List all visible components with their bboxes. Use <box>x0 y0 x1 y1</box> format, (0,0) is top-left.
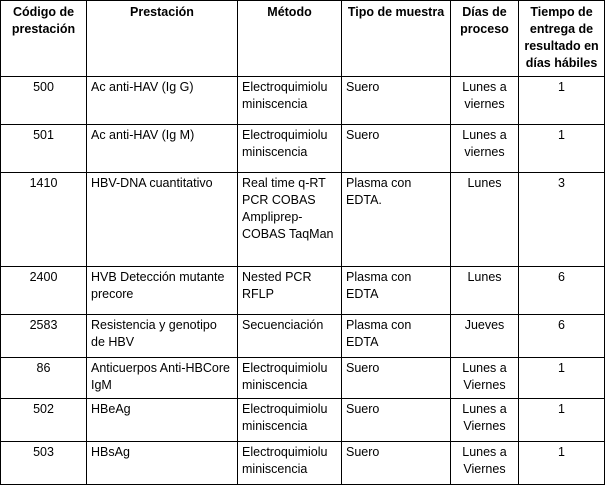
table-row <box>1 315 605 358</box>
table-row <box>1 173 605 267</box>
table-row <box>1 358 605 399</box>
cell-metodo: Real time q-RT PCR COBAS Ampliprep-COBAS TaqMan <box>238 173 342 267</box>
cell-prestacion: Ac anti-HAV (Ig M) <box>87 125 238 173</box>
cell-tiempo-entrega: 1 <box>519 442 605 485</box>
cell-tipo-muestra: Plasma con EDTA <box>342 267 451 315</box>
cell-tipo-muestra: Suero <box>342 125 451 173</box>
cell-prestacion: Anticuerpos Anti-HBCore IgM <box>87 358 238 399</box>
cell-tiempo-entrega: 1 <box>519 358 605 399</box>
cell-codigo: 503 <box>1 442 87 485</box>
header-tipo-muestra: Tipo de muestra <box>342 1 451 77</box>
cell-prestacion: HVB Detección mutante precore <box>87 267 238 315</box>
cell-dias-proceso: Jueves <box>451 315 519 358</box>
cell-dias-proceso: Lunes <box>451 267 519 315</box>
cell-tiempo-entrega: 6 <box>519 267 605 315</box>
cell-tiempo-entrega: 3 <box>519 173 605 267</box>
cell-metodo: Electroquimioluminiscencia <box>238 77 342 125</box>
cell-codigo: 501 <box>1 125 87 173</box>
cell-codigo: 502 <box>1 399 87 442</box>
cell-tiempo-entrega: 1 <box>519 399 605 442</box>
header-codigo: Código de prestación <box>1 1 87 77</box>
cell-prestacion: HBeAg <box>87 399 238 442</box>
header-prestacion: Prestación <box>87 1 238 77</box>
cell-prestacion: HBV-DNA cuantitativo <box>87 173 238 267</box>
cell-prestacion: HBsAg <box>87 442 238 485</box>
cell-tiempo-entrega: 1 <box>519 125 605 173</box>
cell-tiempo-entrega: 1 <box>519 77 605 125</box>
cell-tipo-muestra: Suero <box>342 442 451 485</box>
cell-dias-proceso: Lunes <box>451 173 519 267</box>
cell-metodo: Electroquimioluminiscencia <box>238 125 342 173</box>
cell-tiempo-entrega: 6 <box>519 315 605 358</box>
cell-dias-proceso: Lunes a Viernes <box>451 358 519 399</box>
header-metodo: Método <box>238 1 342 77</box>
cell-prestacion: Resistencia y genotipo de HBV <box>87 315 238 358</box>
cell-codigo: 1410 <box>1 173 87 267</box>
cell-metodo: Secuenciación <box>238 315 342 358</box>
cell-metodo: Electroquimioluminiscencia <box>238 399 342 442</box>
header-tiempo-entrega: Tiempo de entrega de resultado en días hábiles <box>519 1 605 77</box>
cell-tipo-muestra: Suero <box>342 399 451 442</box>
cell-tipo-muestra: Plasma con EDTA <box>342 315 451 358</box>
cell-tipo-muestra: Plasma con EDTA. <box>342 173 451 267</box>
cell-tipo-muestra: Suero <box>342 77 451 125</box>
cell-codigo: 2583 <box>1 315 87 358</box>
header-row <box>1 1 605 77</box>
cell-metodo: Nested PCR RFLP <box>238 267 342 315</box>
table-row <box>1 77 605 125</box>
cell-codigo: 86 <box>1 358 87 399</box>
cell-tipo-muestra: Suero <box>342 358 451 399</box>
cell-codigo: 500 <box>1 77 87 125</box>
table-row <box>1 125 605 173</box>
cell-metodo: Electroquimioluminiscencia <box>238 358 342 399</box>
table-row <box>1 399 605 442</box>
header-dias-proceso: Días de proceso <box>451 1 519 77</box>
cell-dias-proceso: Lunes a viernes <box>451 77 519 125</box>
cell-prestacion: Ac anti-HAV (Ig G) <box>87 77 238 125</box>
cell-dias-proceso: Lunes a viernes <box>451 125 519 173</box>
table-row <box>1 442 605 485</box>
cell-metodo: Electroquimioluminiscencia <box>238 442 342 485</box>
cell-dias-proceso: Lunes a Viernes <box>451 442 519 485</box>
cell-dias-proceso: Lunes a Viernes <box>451 399 519 442</box>
cell-codigo: 2400 <box>1 267 87 315</box>
table-row <box>1 267 605 315</box>
